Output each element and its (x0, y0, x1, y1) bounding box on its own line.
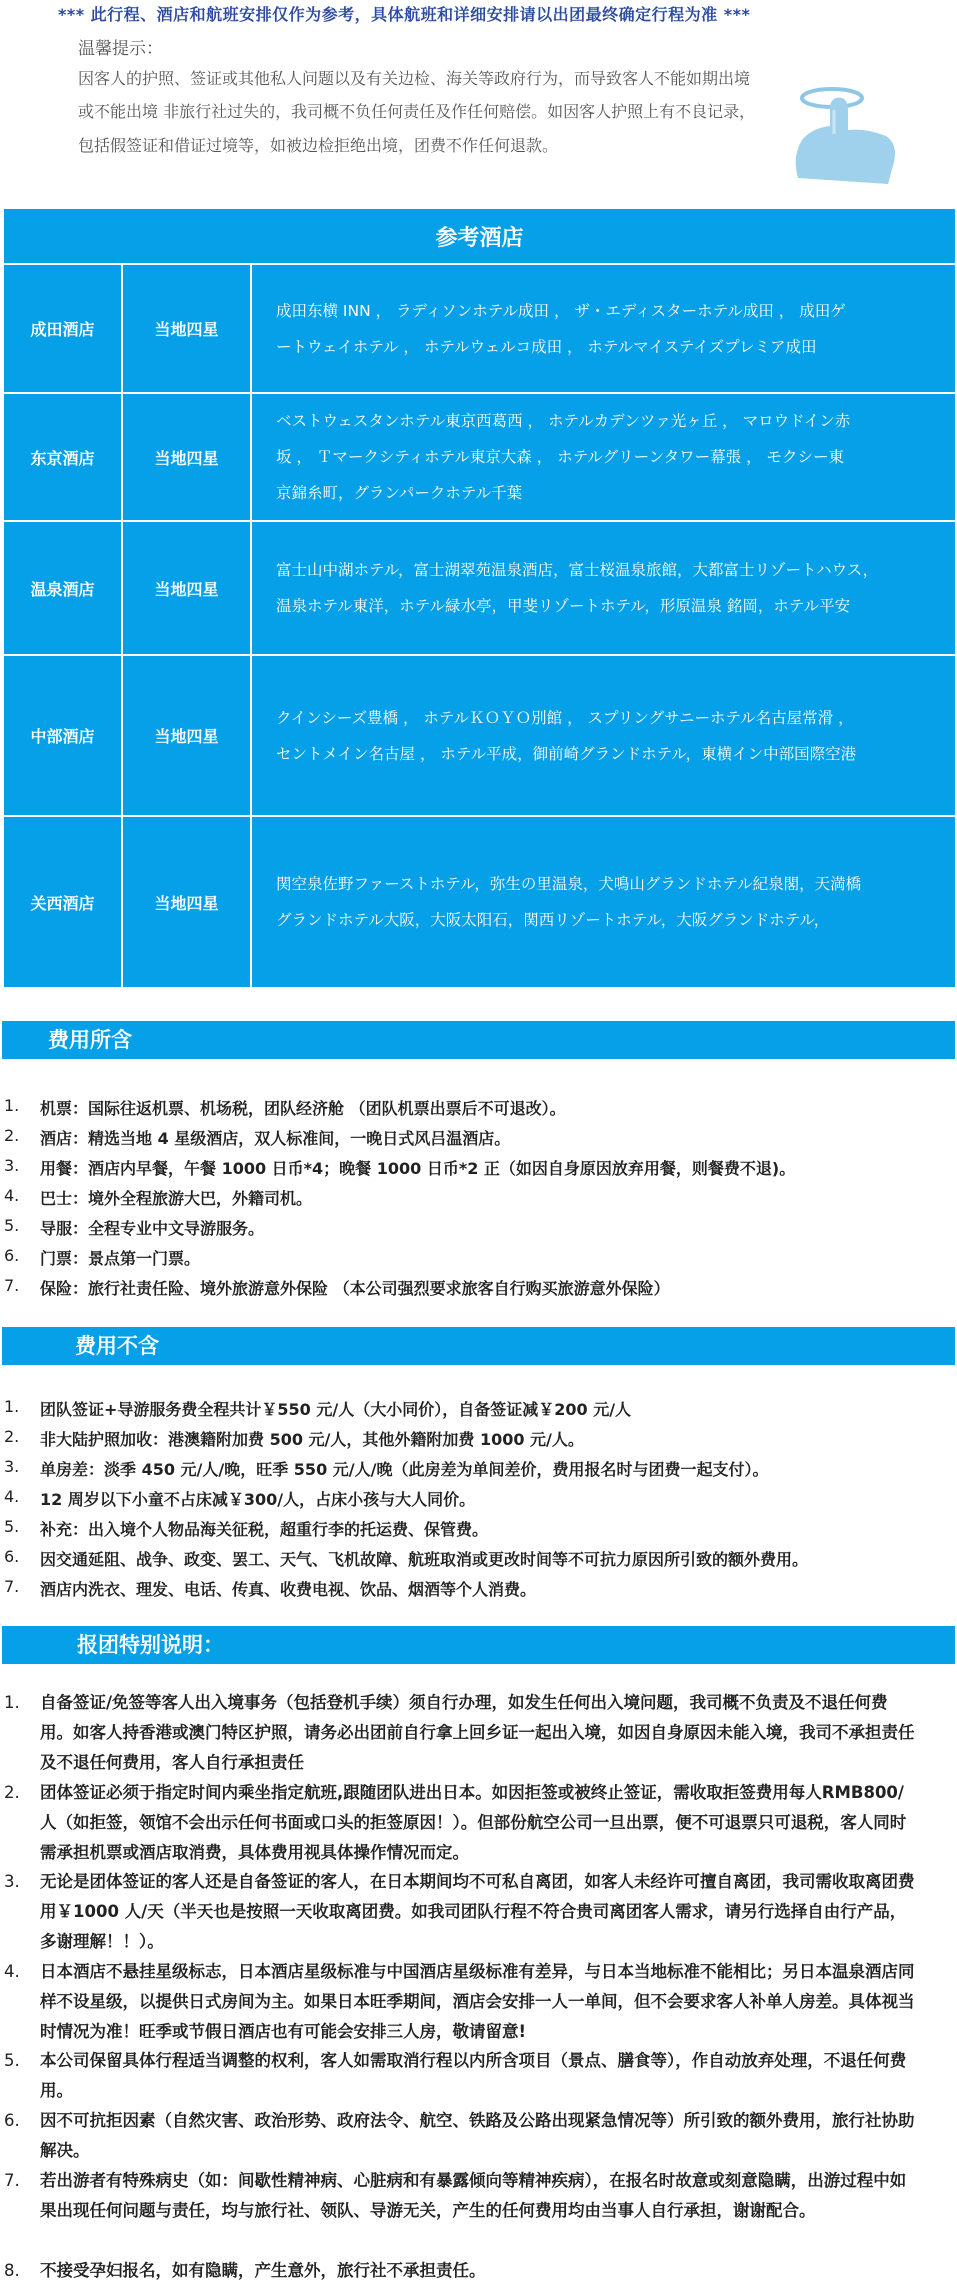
item-number: 1. (4, 1693, 20, 1712)
item-text: 保险：旅行社责任险、境外旅游意外保险 （本公司强烈要求旅客自行购买旅游意外保险） (40, 1279, 670, 1298)
hotel-names-line: 関空泉佐野ファーストホテル，弥生の里温泉，犬鳴山グランドホテル紀泉閣，天満橋 (276, 875, 862, 893)
special-section-header (2, 1626, 955, 1664)
list-item (0, 2046, 957, 2106)
item-text: 无论是团体签证的客人还是自备签证的客人，在日本期间均不可私自离团，如客人未经许可擅自离团，我司需收取离团费用￥1000 人/天（半天也是按照一天收取离团费。如我司团队行程不符合贵司离团客人需求，请另行选择自由行产品，多谢理解！！）。 (40, 1872, 915, 1951)
hotel-names (251, 816, 956, 988)
item-text: 巴士：境外全程旅游大巴，外籍司机。 (40, 1189, 313, 1208)
hotel-level: 当地四星 (122, 655, 251, 816)
list-item (0, 1096, 957, 1126)
hotel-level: 当地四星 (122, 393, 251, 521)
item-text: 非大陆护照加收：港澳籍附加费 500 元/人，其他外籍附加费 1000 元/人。 (40, 1430, 584, 1449)
included-section-header (2, 1021, 955, 1059)
item-text: 因交通延阻、战争、政变、罢工、天气、飞机故障、航班取消或更改时间等不可抗力原因所引致的额外费用。 (40, 1550, 809, 1569)
table-row (3, 264, 956, 393)
item-number: 6. (4, 1246, 20, 1265)
hotel-names-line: セントメイン名古屋 ， ホテル平成，御前崎グランドホテル，東横イン中部国際空港 (276, 744, 857, 763)
item-number: 3. (4, 1872, 20, 1891)
included-list (0, 1096, 957, 1306)
item-text: 用餐：酒店内早餐，午餐 1000 日币*4；晚餐 1000 日币*2 正（如因自身原因放弃用餐，则餐费不退)。 (40, 1159, 796, 1178)
table-row (3, 816, 956, 988)
section-title: 费用所含 (48, 1028, 132, 1052)
reference-hotel-table (2, 207, 957, 989)
hotel-region: 成田酒店 (3, 264, 122, 393)
item-number: 2. (4, 1427, 20, 1446)
list-item (0, 1867, 957, 1957)
section-title: 费用不含 (75, 1334, 159, 1358)
hotel-names (251, 655, 956, 816)
list-item (0, 2106, 957, 2166)
item-text: 日本酒店不悬挂星级标志，日本酒店星级标准与中国酒店星级标准有差异，与日本当地标准不能相比；另日本温泉酒店同样不设星级，以提供日式房间为主。如果日本旺季期间，酒店会安排一人一单间，但不会要求客人补单人房差。具体视当时情况为准！旺季或节假日酒店也有可能会安排三人房，敬请留意! (40, 1962, 915, 2041)
hotel-region: 东京酒店 (3, 393, 122, 521)
tips-title: 温馨提示： (78, 39, 163, 59)
hotel-level: 当地四星 (122, 521, 251, 655)
item-number: 5. (4, 2051, 20, 2070)
hotel-region: 温泉酒店 (3, 521, 122, 655)
notice-headline: *** 此行程、酒店和航班安排仅作为参考，具体航班和详细安排请以出团最终确定行程为准 *** (58, 5, 751, 24)
list-item (0, 1216, 957, 1246)
item-number: 4. (4, 1487, 20, 1506)
item-number: 7. (4, 2171, 20, 2190)
notice-section (0, 0, 957, 180)
hotel-names (251, 393, 956, 521)
list-item (0, 1126, 957, 1156)
item-text: 团队签证+导游服务费全程共计￥550 元/人（大小同价），自备签证减￥200 元/人 (40, 1400, 632, 1419)
list-item (0, 1276, 957, 1306)
item-text: 自备签证/免签等客人出入境事务（包括登机手续）须自行办理，如发生任何出入境问题，我司概不负责及不退任何费用。如客人持香港或澳门特区护照，请务必出团前自行拿上回乡证一起出入境，如因自身原因未能入境，我司不承担责任及不退任何费用，客人自行承担责任 (40, 1693, 915, 1772)
tips-line: 或不能出境 非旅行社过失的，我司概不负任何责任及作任何赔偿。如因客人护照上有不良记录， (78, 102, 756, 121)
item-number: 7. (4, 1577, 20, 1596)
tips-line: 包括假签证和借证过境等，如被边检拒绝出境，团费不作任何退款。 (78, 136, 559, 155)
special-notes-list (0, 1688, 957, 2286)
item-text: 本公司保留具体行程适当调整的权利，客人如需取消行程以内所含项目（景点、膳食等），作自动放弃处理，不退任何费用。 (40, 2051, 907, 2100)
table-row (3, 393, 956, 521)
item-number: 6. (4, 2111, 20, 2130)
item-number: 1. (4, 1096, 20, 1115)
list-item (0, 1397, 957, 1427)
list-item (0, 1688, 957, 1778)
list-item (0, 1427, 957, 1457)
hotel-names (251, 521, 956, 655)
hotel-level: 当地四星 (122, 264, 251, 393)
item-text: 12 周岁以下小童不占床减￥300/人，占床小孩与大人同价。 (40, 1490, 476, 1509)
item-text: 补充：出入境个人物品海关征税，超重行李的托运费、保管费。 (40, 1520, 489, 1539)
section-title: 报团特别说明： (77, 1633, 224, 1657)
item-text: 不接受孕妇报名，如有隐瞒，产生意外，旅行社不承担责任。 (40, 2261, 486, 2280)
item-text: 若出游者有特殊病史（如：间歇性精神病、心脏病和有暴露倾向等精神疾病），在报名时故意或刻意隐瞒，出游过程中如果出现任何问题与责任，均与旅行社、领队、导游无关，产生的任何费用均由当事人自行承担，谢谢配合。 (40, 2171, 907, 2220)
hotel-region: 关西酒店 (3, 816, 122, 988)
hotel-region: 中部酒店 (3, 655, 122, 816)
hotel-names-line: クインシーズ豊橋 ， ホテルＫＯＹＯ別館 ， スプリングサニーホテル名古屋常滑 ， (276, 708, 854, 727)
hotel-names-line: ートウェイホテル ， ホテルウェルコ成田 ， ホテルマイステイズプレミア成田 (276, 337, 817, 356)
item-text: 单房差：淡季 450 元/人/晚，旺季 550 元/人/晚（此房差为单间差价，费用报名时与团费一起支付）。 (40, 1460, 769, 1479)
hotel-table-header (3, 208, 956, 264)
hotel-names (251, 264, 956, 393)
list-item (0, 1186, 957, 1216)
item-text: 导服：全程专业中文导游服务。 (40, 1219, 265, 1238)
item-number: 2. (4, 1783, 20, 1802)
item-number: 6. (4, 1547, 20, 1566)
item-number: 2. (4, 1126, 20, 1145)
item-number: 5. (4, 1216, 20, 1235)
item-text: 门票：景点第一门票。 (40, 1249, 201, 1268)
list-item (0, 2166, 957, 2256)
item-number: 7. (4, 1276, 20, 1295)
hotel-names-line: 成田东横 INN ， ラディソンホテル成田 ， ザ・エディスターホテル成田 ， 成田ゲ (276, 301, 846, 320)
list-item (0, 1547, 957, 1577)
table-row (3, 521, 956, 655)
item-text: 机票：国际往返机票、机场税，团队经济舱 （团队机票出票后不可退改）。 (40, 1099, 566, 1118)
item-number: 4. (4, 1186, 20, 1205)
tips-line: 因客人的护照、签证或其他私人问题以及有关边检、海关等政府行为，而导致客人不能如期出境 (78, 69, 751, 88)
hotel-names-line: グランドホテル大阪，大阪太阳石，関西リゾートホテル，大阪グランドホテル， (276, 911, 830, 929)
item-number: 3. (4, 1457, 20, 1476)
list-item (0, 1517, 957, 1547)
list-item (0, 1577, 957, 1607)
hotel-names-line: 温泉ホテル東洋，ホテル緑水亭，甲斐リゾートホテル，形原温泉 銘岡，ホテル平安 (276, 597, 851, 615)
excluded-section-header (2, 1327, 955, 1365)
list-item (0, 1487, 957, 1517)
list-item (0, 2256, 957, 2286)
item-number: 1. (4, 1397, 20, 1416)
hotel-names-line: ベストウェスタンホテル東京西葛西 ， ホテルカデンツァ光ヶ丘 ， マロウドイン赤 (276, 412, 851, 430)
item-text: 酒店内洗衣、理发、电话、传真、收费电视、饮品、烟酒等个人消费。 (40, 1580, 537, 1599)
hotel-names-line: 坂 ， Ｔマークシティホテル東京大森 ， ホテルグリーンタワー幕張 ， モクシー東 (276, 448, 845, 466)
item-number: 4. (4, 1962, 20, 1981)
item-number: 5. (4, 1517, 20, 1536)
item-text: 团体签证必须于指定时间内乘坐指定航班,跟随团队进出日本。如因拒签或被终止签证，需收取拒签费用每人RMB800/人（如拒签，领馆不会出示任何书面或口头的拒签原因！）。但部份航空公司一旦出票，便不可退票只可退税，客人同时需承担机票或酒店取消费，具体费用视具体操作情况而定。 (40, 1783, 907, 1862)
item-number: 3. (4, 1156, 20, 1175)
excluded-list (0, 1397, 957, 1607)
item-text: 因不可抗拒因素（自然灾害、政治形势、政府法令、航空、铁路及公路出现紧急情况等）所引致的额外费用，旅行社协助解决。 (40, 2111, 915, 2160)
hotel-names-line: 富士山中湖ホテル，富士湖翠苑温泉酒店，富士桜温泉旅館，大都富士リゾートハウス， (276, 561, 879, 579)
hotel-names-line: 京錦糸町，グランパークホテル千葉 (276, 484, 523, 502)
hotel-table-title: 参考酒店 (3, 208, 956, 264)
hand-pointer-icon (790, 78, 900, 186)
list-item (0, 1246, 957, 1276)
list-item (0, 1957, 957, 2046)
item-number: 8. (4, 2261, 20, 2280)
list-item (0, 1156, 957, 1186)
list-item (0, 1457, 957, 1487)
list-item (0, 1778, 957, 1867)
hotel-level: 当地四星 (122, 816, 251, 988)
item-text: 酒店：精选当地 4 星级酒店，双人标准间，一晚日式风吕温酒店。 (40, 1129, 511, 1148)
table-row (3, 655, 956, 816)
